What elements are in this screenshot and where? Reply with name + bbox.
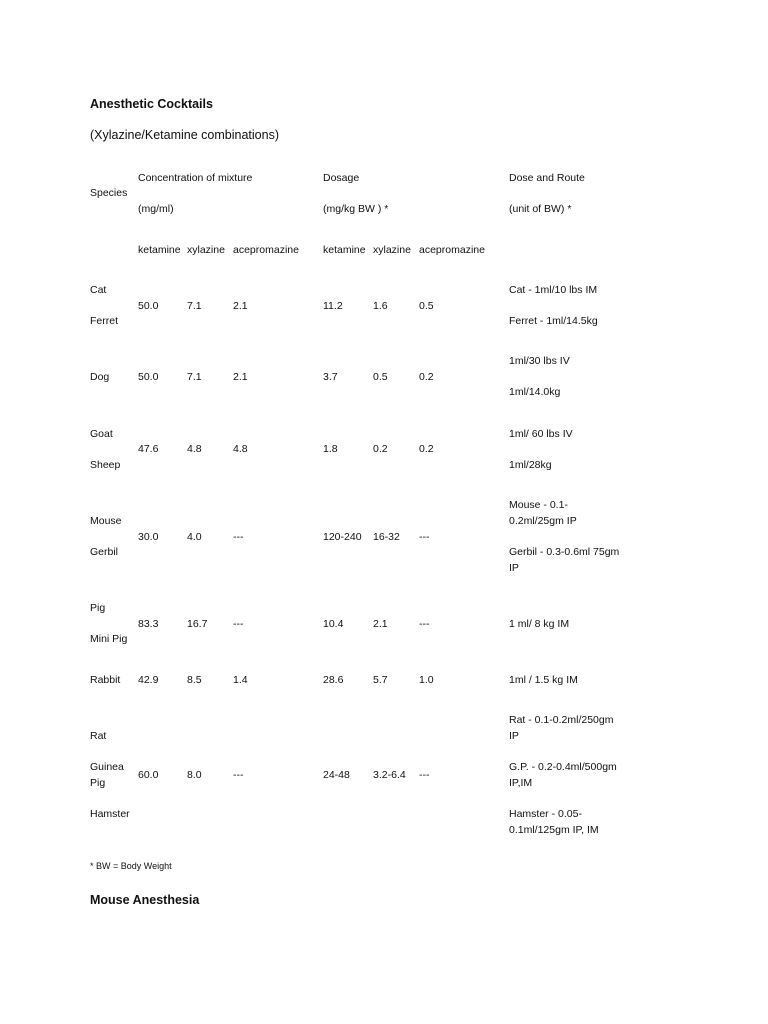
conc-ketamine-cell: 42.9 bbox=[138, 674, 159, 686]
conc-xylazine-cell: 8.5 bbox=[187, 674, 202, 686]
species-cell: Sheep bbox=[90, 459, 121, 471]
route-cell: Ferret - 1ml/14.5kg bbox=[509, 315, 598, 327]
dose-xylazine-cell: 0.5 bbox=[373, 371, 388, 383]
species-cell: Dog bbox=[90, 371, 110, 383]
page-subtitle: (Xylazine/Ketamine combinations) bbox=[90, 128, 279, 142]
conc-xylazine-cell: 7.1 bbox=[187, 300, 202, 312]
dose-ketamine-cell: 120-240 bbox=[323, 531, 362, 543]
route-cell: 1ml / 1.5 kg IM bbox=[509, 674, 578, 686]
dose-xylazine-cell: 5.7 bbox=[373, 674, 388, 686]
dose-xylazine-cell: 3.2-6.4 bbox=[373, 769, 406, 781]
header-concentration-unit: (mg/ml) bbox=[138, 203, 174, 215]
dose-ketamine-cell: 1.8 bbox=[323, 443, 338, 455]
dose-ketamine-cell: 10.4 bbox=[323, 618, 344, 630]
conc-ketamine-cell: 60.0 bbox=[138, 769, 159, 781]
species-cell: Hamster bbox=[90, 808, 130, 820]
subheader-dose-acepromazine: acepromazine bbox=[419, 244, 485, 256]
dose-ketamine-cell: 3.7 bbox=[323, 371, 338, 383]
header-route-unit: (unit of BW) * bbox=[509, 203, 572, 215]
dose-acepromazine-cell: 0.2 bbox=[419, 443, 434, 455]
route-cell: Hamster - 0.05-0.1ml/125gm IP, IM bbox=[509, 808, 599, 836]
route-cell: 1ml/28kg bbox=[509, 459, 552, 471]
dose-acepromazine-cell: --- bbox=[419, 531, 430, 543]
conc-ketamine-cell: 83.3 bbox=[138, 618, 159, 630]
page-title: Anesthetic Cocktails bbox=[90, 97, 213, 111]
footnote: * BW = Body Weight bbox=[90, 861, 172, 871]
header-dosage: Dosage bbox=[323, 172, 360, 184]
conc-ketamine-cell: 47.6 bbox=[138, 443, 159, 455]
conc-acepromazine-cell: 4.8 bbox=[233, 443, 248, 455]
route-cell: Cat - 1ml/10 lbs IM bbox=[509, 284, 598, 296]
subheader-conc-acepromazine: acepromazine bbox=[233, 244, 299, 256]
header-route: Dose and Route bbox=[509, 172, 585, 184]
conc-acepromazine-cell: 2.1 bbox=[233, 300, 248, 312]
conc-ketamine-cell: 50.0 bbox=[138, 371, 159, 383]
route-cell: 1 ml/ 8 kg IM bbox=[509, 618, 570, 630]
species-cell: Goat bbox=[90, 428, 113, 440]
dose-xylazine-cell: 0.2 bbox=[373, 443, 388, 455]
species-cell: Pig bbox=[90, 602, 106, 614]
conc-acepromazine-cell: 1.4 bbox=[233, 674, 248, 686]
route-cell: 1ml/ 60 lbs IV bbox=[509, 428, 573, 440]
dose-ketamine-cell: 28.6 bbox=[323, 674, 344, 686]
dose-xylazine-cell: 2.1 bbox=[373, 618, 388, 630]
species-cell: Rabbit bbox=[90, 674, 121, 686]
dose-acepromazine-cell: 1.0 bbox=[419, 674, 434, 686]
route-cell: Mouse - 0.1-0.2ml/25gm IP bbox=[509, 499, 577, 527]
header-concentration: Concentration of mixture bbox=[138, 172, 253, 184]
species-cell: Guinea Pig bbox=[90, 761, 124, 789]
species-cell: Mouse bbox=[90, 515, 122, 527]
conc-acepromazine-cell: 2.1 bbox=[233, 371, 248, 383]
dose-ketamine-cell: 24-48 bbox=[323, 769, 350, 781]
dose-acepromazine-cell: --- bbox=[419, 618, 430, 630]
conc-xylazine-cell: 16.7 bbox=[187, 618, 208, 630]
species-cell: Cat bbox=[90, 284, 107, 296]
conc-acepromazine-cell: --- bbox=[233, 531, 244, 543]
conc-xylazine-cell: 4.0 bbox=[187, 531, 202, 543]
conc-acepromazine-cell: --- bbox=[233, 618, 244, 630]
route-cell: 1ml/14.0kg bbox=[509, 386, 561, 398]
dose-xylazine-cell: 1.6 bbox=[373, 300, 388, 312]
dose-ketamine-cell: 11.2 bbox=[323, 300, 343, 312]
subheader-conc-ketamine: ketamine bbox=[138, 244, 181, 256]
route-cell: Rat - 0.1-0.2ml/250gm IP bbox=[509, 714, 614, 742]
route-cell: 1ml/30 lbs IV bbox=[509, 355, 570, 367]
dose-acepromazine-cell: 0.5 bbox=[419, 300, 434, 312]
conc-ketamine-cell: 50.0 bbox=[138, 300, 159, 312]
conc-acepromazine-cell: --- bbox=[233, 769, 244, 781]
subheader-dose-xylazine: xylazine bbox=[373, 244, 411, 256]
species-cell: Ferret bbox=[90, 315, 119, 327]
conc-xylazine-cell: 8.0 bbox=[187, 769, 202, 781]
route-cell: Gerbil - 0.3-0.6ml 75gm IP bbox=[509, 546, 620, 574]
header-species: Species bbox=[90, 187, 128, 199]
dose-xylazine-cell: 16-32 bbox=[373, 531, 400, 543]
conc-xylazine-cell: 7.1 bbox=[187, 371, 202, 383]
species-cell: Rat bbox=[90, 730, 107, 742]
species-cell: Gerbil bbox=[90, 546, 119, 558]
dose-acepromazine-cell: --- bbox=[419, 769, 430, 781]
conc-ketamine-cell: 30.0 bbox=[138, 531, 159, 543]
species-cell: Mini Pig bbox=[90, 633, 128, 645]
header-dosage-unit: (mg/kg BW ) * bbox=[323, 203, 389, 215]
subheader-conc-xylazine: xylazine bbox=[187, 244, 225, 256]
conc-xylazine-cell: 4.8 bbox=[187, 443, 202, 455]
dose-acepromazine-cell: 0.2 bbox=[419, 371, 434, 383]
route-cell: G.P. - 0.2-0.4ml/500gm IP,IM bbox=[509, 761, 617, 789]
subheader-dose-ketamine: ketamine bbox=[323, 244, 366, 256]
section-heading: Mouse Anesthesia bbox=[90, 893, 200, 907]
